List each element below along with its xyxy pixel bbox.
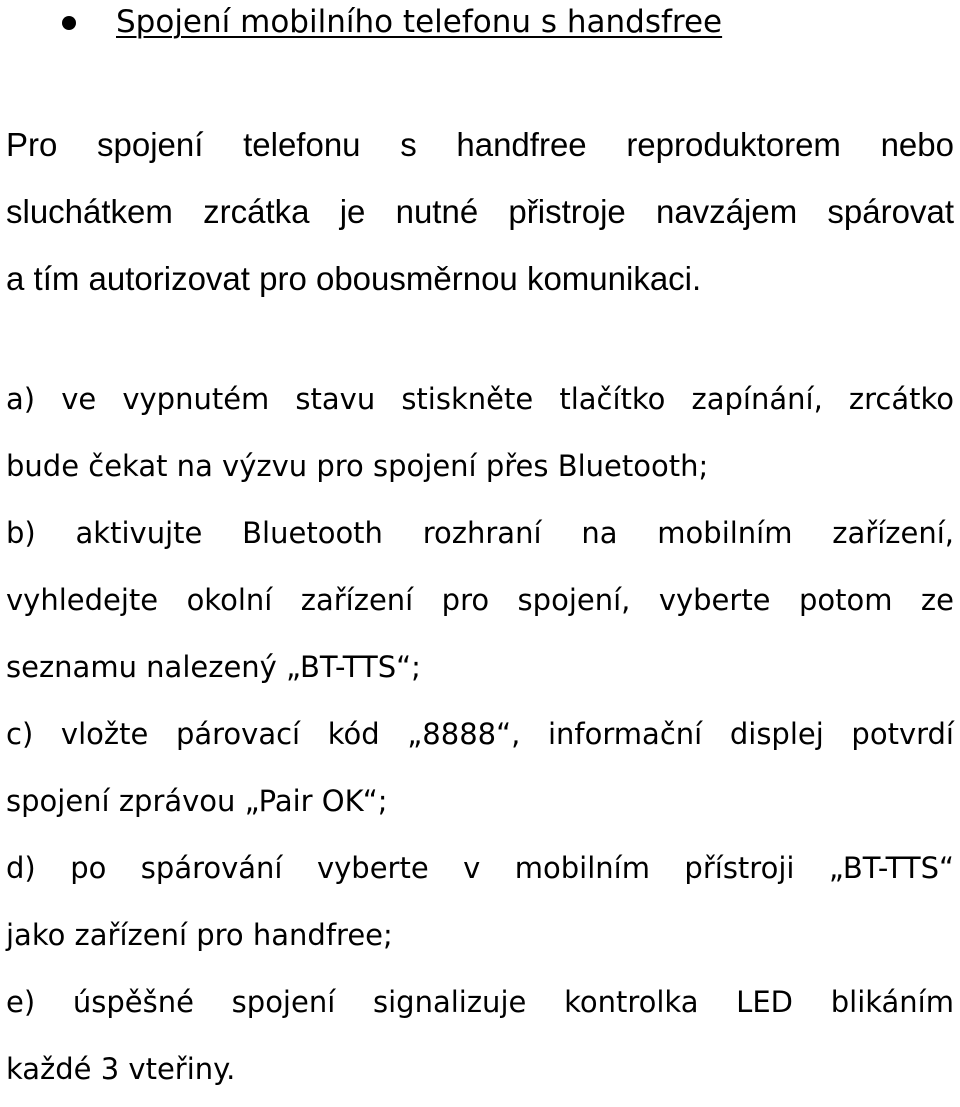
step-line: d) po spárování vyberte v mobilním přístroji „BT-TTS“ <box>6 851 954 885</box>
step-line: e) úspěšné spojení signalizuje kontrolka LED blikáním <box>6 985 954 1019</box>
steps-list <box>6 370 954 1107</box>
step-line: každé 3 vteřiny. <box>6 1052 236 1086</box>
step-line: seznamu nalezený „BT-TTS“; <box>6 650 421 684</box>
step-line: jako zařízení pro handfree; <box>6 918 393 952</box>
step-line: vyhledejte okolní zařízení pro spojení, vyberte potom ze <box>6 583 954 617</box>
heading-title: Spojení mobilního telefonu s handsfree <box>116 4 723 40</box>
step-line: spojení zprávou „Pair OK“; <box>6 784 388 818</box>
section-heading <box>0 0 960 48</box>
step-line: b) aktivujte Bluetooth rozhraní na mobilním zařízení, <box>6 516 954 550</box>
intro-paragraph <box>6 116 954 317</box>
intro-line: a tím autorizovat pro obousměrnou komunikaci. <box>6 260 702 297</box>
bullet-icon <box>62 16 76 30</box>
intro-line: Pro spojení telefonu s handfree reproduktorem nebo <box>6 126 954 163</box>
step-line: a) ve vypnutém stavu stiskněte tlačítko zapínání, zrcátko <box>6 382 954 416</box>
intro-line: sluchátkem zrcátka je nutné přistroje navzájem spárovat <box>6 193 954 230</box>
step-line: c) vložte párovací kód „8888“, informační displej potvrdí <box>6 717 954 751</box>
step-line: bude čekat na výzvu pro spojení přes Bluetooth; <box>6 449 709 483</box>
